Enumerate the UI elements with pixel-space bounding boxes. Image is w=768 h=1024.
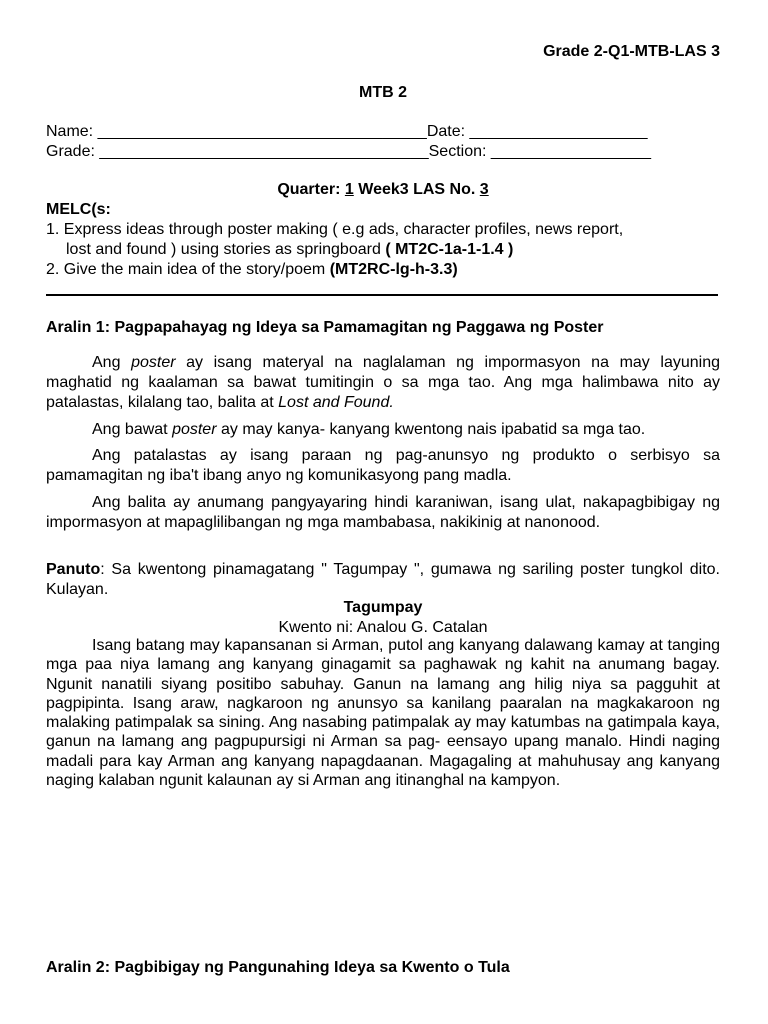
lesson-1-paragraph-1 [46,353,720,413]
grade-section-row [46,142,651,162]
instructions [46,560,720,600]
lesson-1-paragraph-3: Ang patalastas ay isang paraan ng pag-anunsyo ng produkto o serbisyo sa pamamagitan ng iba't ibang anyo ng komunikasyong pang madla. [46,447,720,484]
name-date-row [46,122,648,142]
story-title: Tagumpay [343,599,423,616]
instructions-text: : Sa kwentong pinamagatang " Tagumpay ", gumawa ng sariling poster tungkol dito. Kulayan. [46,561,720,598]
p1-text-a: Ang [92,354,132,371]
p2-text-a: Ang bawat [92,421,173,438]
melc-item-1-line-2 [46,240,513,260]
lesson-2-title: Aralin 2: Pagbibigay ng Pangunahing Ideya sa Kwento o Tula [46,959,510,976]
p1-poster-term: poster [131,354,176,371]
section-divider [46,294,718,296]
date-field[interactable]: ____________________ [469,123,648,140]
worksheet-page [46,0,720,1024]
melc-item-1-code: ( MT2C-1a-1-1.4 ) [385,241,514,258]
melc-item-2-code: (MT2RC-lg-h-3.3) [329,261,458,278]
lesson-1-title: Aralin 1: Pagpapahayag ng Ideya sa Pamamagitan ng Paggawa ng Poster [46,319,604,336]
name-label: Name: [46,123,94,140]
quarter-number: 1 [344,181,354,198]
p1-lost-found-term: Lost and Found. [278,394,394,411]
quarter-line [46,180,720,200]
name-field[interactable]: _____________________________________ [97,123,427,140]
melc-item-1-text: lost and found ) using stories as springboard [66,241,381,258]
p2-text-b: ay may kanya- kanyang kwentong nais ipabatid sa mga tao. [216,421,646,438]
quarter-label: Quarter: [277,181,341,198]
lesson-1-paragraph-4: Ang balita ay anumang pangyayaring hindi karaniwan, isang ulat, nakapagbibigay ng impormasyon at mapaglilibangan ng mga mambabasa, nakikinig at nanonood. [46,494,720,531]
p2-poster-term: poster [172,421,217,438]
melc-item-1-line-1: 1. Express ideas through poster making ( e.g ads, character profiles, news report, [46,221,624,238]
grade-field[interactable]: _____________________________________ [99,143,429,160]
instructions-label: Panuto [46,561,101,578]
lesson-1-paragraph-2 [46,420,720,440]
subject-title: MTB 2 [359,84,407,101]
melc-heading: MELC(s: [46,201,111,218]
melc-item-2 [46,260,458,280]
section-field[interactable]: __________________ [490,143,652,160]
date-label: Date: [426,123,466,140]
story-body: Isang batang may kapansanan si Arman, putol ang kanyang dalawang kamay at tanging mga paa niya lamang ang kanyang ginagamit sa paghawak ng kahit na anumang bagay. Ngunit nanatili siyang positibo sabuhay. Ganun na lamang ang hilig niya sa pagguhit at pagpipinta. Isang araw, nagkaroon ng anunsyo sa kanilang paaralan na magkakaroon ng malaking patimpalak sa sining. Ang nasabing patimpalak ay may katumbas na gatimpala kaya, ganun na lamang ang pagpupursigi ni Arman sa pag- eensayo upang manalo. Hindi naging madali para kay Arman ang kanyang napagdaanan. Magagaling at mahuhusay ang kanyang naging kalaban ngunit kalaunan ay si Arman ang itinanghal na kampyon. [46,637,720,790]
week-text: Week3 LAS No. [358,181,476,198]
section-label: Section: [428,143,487,160]
document-code: Grade 2-Q1-MTB-LAS 3 [543,43,720,60]
p1-text-b: ay isang materyal na naglalaman ng impormasyon na may layuning maghatid ng kaalaman sa bawat tumitingin o sa mga tao. Ang mga halimbawa nito ay patalastas, kilalang tao, balita at [46,354,720,411]
melc-item-2-text: 2. Give the main idea of the story/poem [46,261,326,278]
story-author: Kwento ni: Analou G. Catalan [278,619,488,636]
grade-label: Grade: [46,143,95,160]
las-number: 3 [479,181,489,198]
